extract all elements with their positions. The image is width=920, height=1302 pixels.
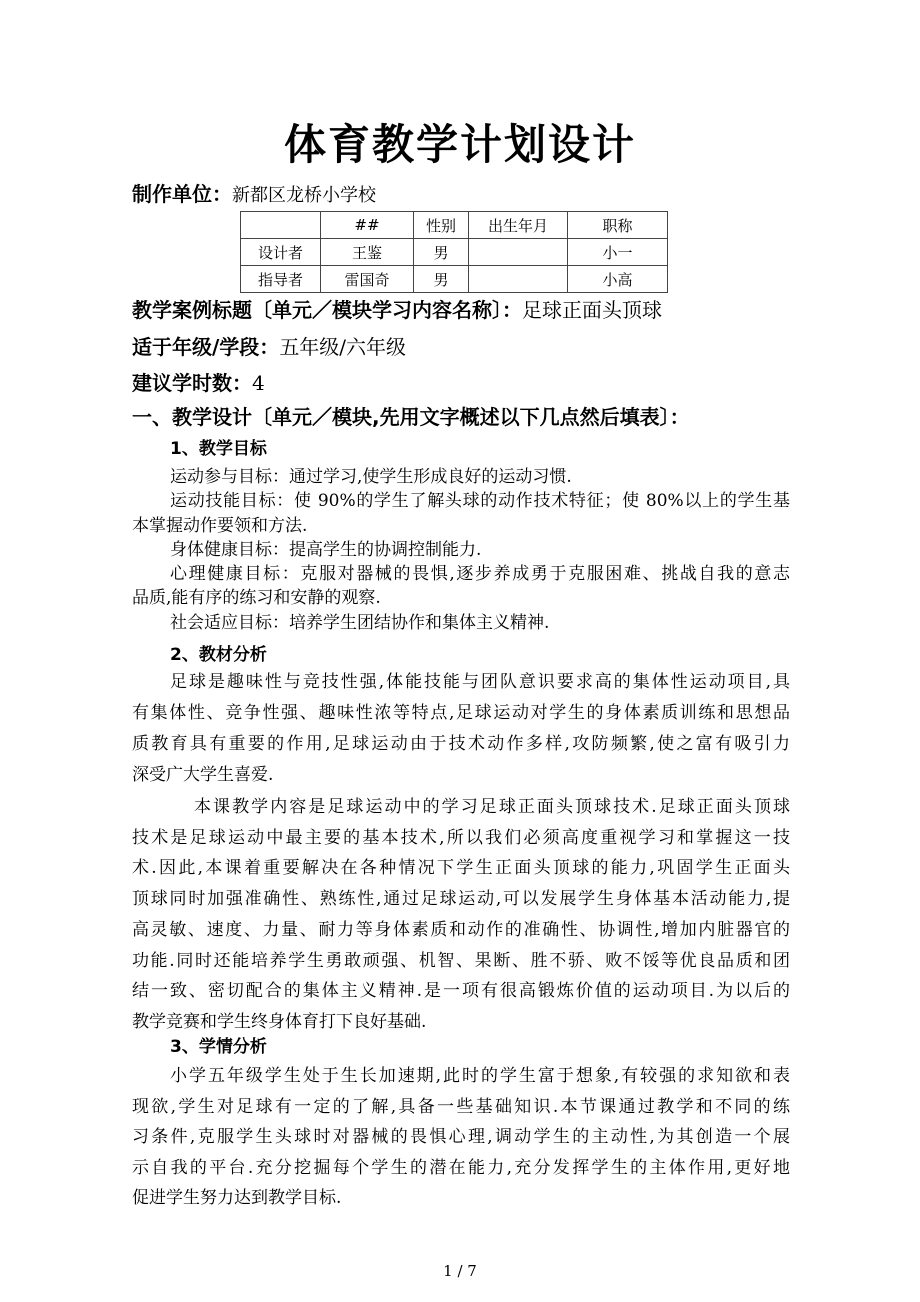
grade-label: 适于年级/学段：	[132, 335, 280, 359]
table-cell: 设计者	[241, 239, 321, 266]
text-line: 技术是足球运动中最主要的基本技术,所以我们必须高度重视学习和掌握这一技	[132, 827, 790, 848]
hours-value: 4	[252, 371, 265, 395]
text-line: 品质,能有序的练习和安静的观察.	[132, 588, 381, 609]
table-cell: 出生年月	[469, 212, 568, 239]
table-cell: 小一	[568, 239, 668, 266]
hours-label: 建议学时数：	[132, 371, 252, 395]
table-cell: 雷国奇	[321, 266, 414, 293]
grade	[132, 331, 406, 360]
table-cell	[469, 266, 568, 293]
designer-table	[240, 211, 668, 293]
section-heading-1	[132, 401, 690, 430]
material-paragraph-1	[132, 667, 790, 791]
table-row	[241, 266, 668, 293]
text-line: 社会适应目标：培养学生团结协作和集体主义精神.	[170, 612, 550, 633]
text-line: 足球是趣味性与竞技性强,体能技能与团队意识要求高的集体性运动项目,具	[170, 672, 790, 692]
text-line: 习条件,克服学生头球时对器械的畏惧心理,调动学生的主动性,为其创造一个展	[132, 1127, 790, 1147]
text-line: 本掌握动作要领和方法.	[132, 515, 308, 536]
text-line: 促进学生努力达到教学目标.	[132, 1188, 342, 1208]
grade-value: 五年级/六年级	[279, 335, 407, 359]
heading-goals: 1、教学目标	[170, 439, 267, 459]
table-cell	[241, 212, 321, 239]
hours	[132, 367, 265, 396]
students-paragraph	[132, 1061, 790, 1214]
text-line: 高灵敏、速度、力量、耐力等身体素质和动作的准确性、协调性,增加内脏器官的	[132, 919, 790, 940]
text-line: 运动技能目标：使 90%的学生了解头球的动作技术特征；使 80%以上的学生基	[170, 491, 790, 512]
text-line: 运动参与目标：通过学习,使学生形成良好的运动习惯.	[170, 467, 572, 487]
heading-students: 3、学情分析	[170, 1037, 267, 1057]
table-cell: 男	[414, 266, 469, 293]
document-title: 体育教学计划设计	[283, 120, 636, 169]
table-cell: ##	[321, 212, 414, 239]
text-line: 深受广大学生喜爱.	[132, 765, 274, 785]
table-cell: 男	[414, 239, 469, 266]
case-title-label: 教学案例标题〔单元／模块学习内容名称〕：	[132, 298, 522, 322]
text-line: 功能.同时还能培养学生勇敢顽强、机智、果断、胜不骄、败不馁等优良品质和团	[132, 950, 790, 971]
unit-label: 制作单位：	[132, 182, 232, 206]
text-line: 顶球同时加强准确性、熟练性,通过足球运动,可以发展学生身体基本活动能力,提	[132, 889, 790, 910]
material-paragraph-2	[132, 792, 790, 1038]
page-number: 1 / 7	[443, 1262, 477, 1280]
text-line: 心理健康目标：克服对器械的畏惧,逐步养成勇于克服困难、挑战自我的意志	[170, 564, 790, 585]
table-cell: 王鉴	[321, 239, 414, 266]
table-cell: 指导者	[241, 266, 321, 293]
text-line: 术.因此,本课着重要解决在各种情况下学生正面头顶球的能力,巩固学生正面头	[132, 858, 790, 879]
text-line: 有集体性、竞争性强、趣味性浓等特点,足球运动对学生的身体素质训练和思想品	[132, 703, 790, 723]
production-unit	[132, 178, 376, 207]
table-header-row	[241, 212, 668, 239]
table-cell	[469, 239, 568, 266]
case-title	[132, 294, 662, 323]
table-cell: 职称	[568, 212, 668, 239]
unit-value: 新都区龙桥小学校	[232, 185, 376, 206]
table-cell: 小高	[568, 266, 668, 293]
section-heading-text: 一、教学设计〔单元／模块,先用文字概述以下几点然后填表〕：	[132, 405, 690, 429]
table-cell: 性别	[414, 212, 469, 239]
goals-block	[132, 465, 790, 635]
text-line: 结一致、密切配合的集体主义精神.是一项有很高锻炼价值的运动项目.为以后的	[132, 981, 790, 1002]
text-line: 小学五年级学生处于生长加速期,此时的学生富于想象,有较强的求知欲和表	[170, 1066, 790, 1086]
table-row	[241, 239, 668, 266]
case-title-value: 足球正面头顶球	[522, 298, 662, 322]
text-line: 本课教学内容是足球运动中的学习足球正面头顶球技术.足球正面头顶球	[194, 797, 790, 817]
text-line: 质教育具有重要的作用,足球运动由于技术动作多样,攻防频繁,使之富有吸引力	[132, 734, 790, 754]
text-line: 教学竞赛和学生终身体育打下良好基础.	[132, 1011, 427, 1032]
text-line: 现欲,学生对足球有一定的了解,具备一些基础知识.本节课通过教学和不同的练	[132, 1096, 790, 1117]
text-line: 示自我的平台.充分挖掘每个学生的潜在能力,充分发挥学生的主体作用,更好地	[132, 1157, 790, 1178]
heading-material: 2、教材分析	[170, 645, 267, 665]
text-line: 身体健康目标：提高学生的协调控制能力.	[170, 539, 482, 560]
